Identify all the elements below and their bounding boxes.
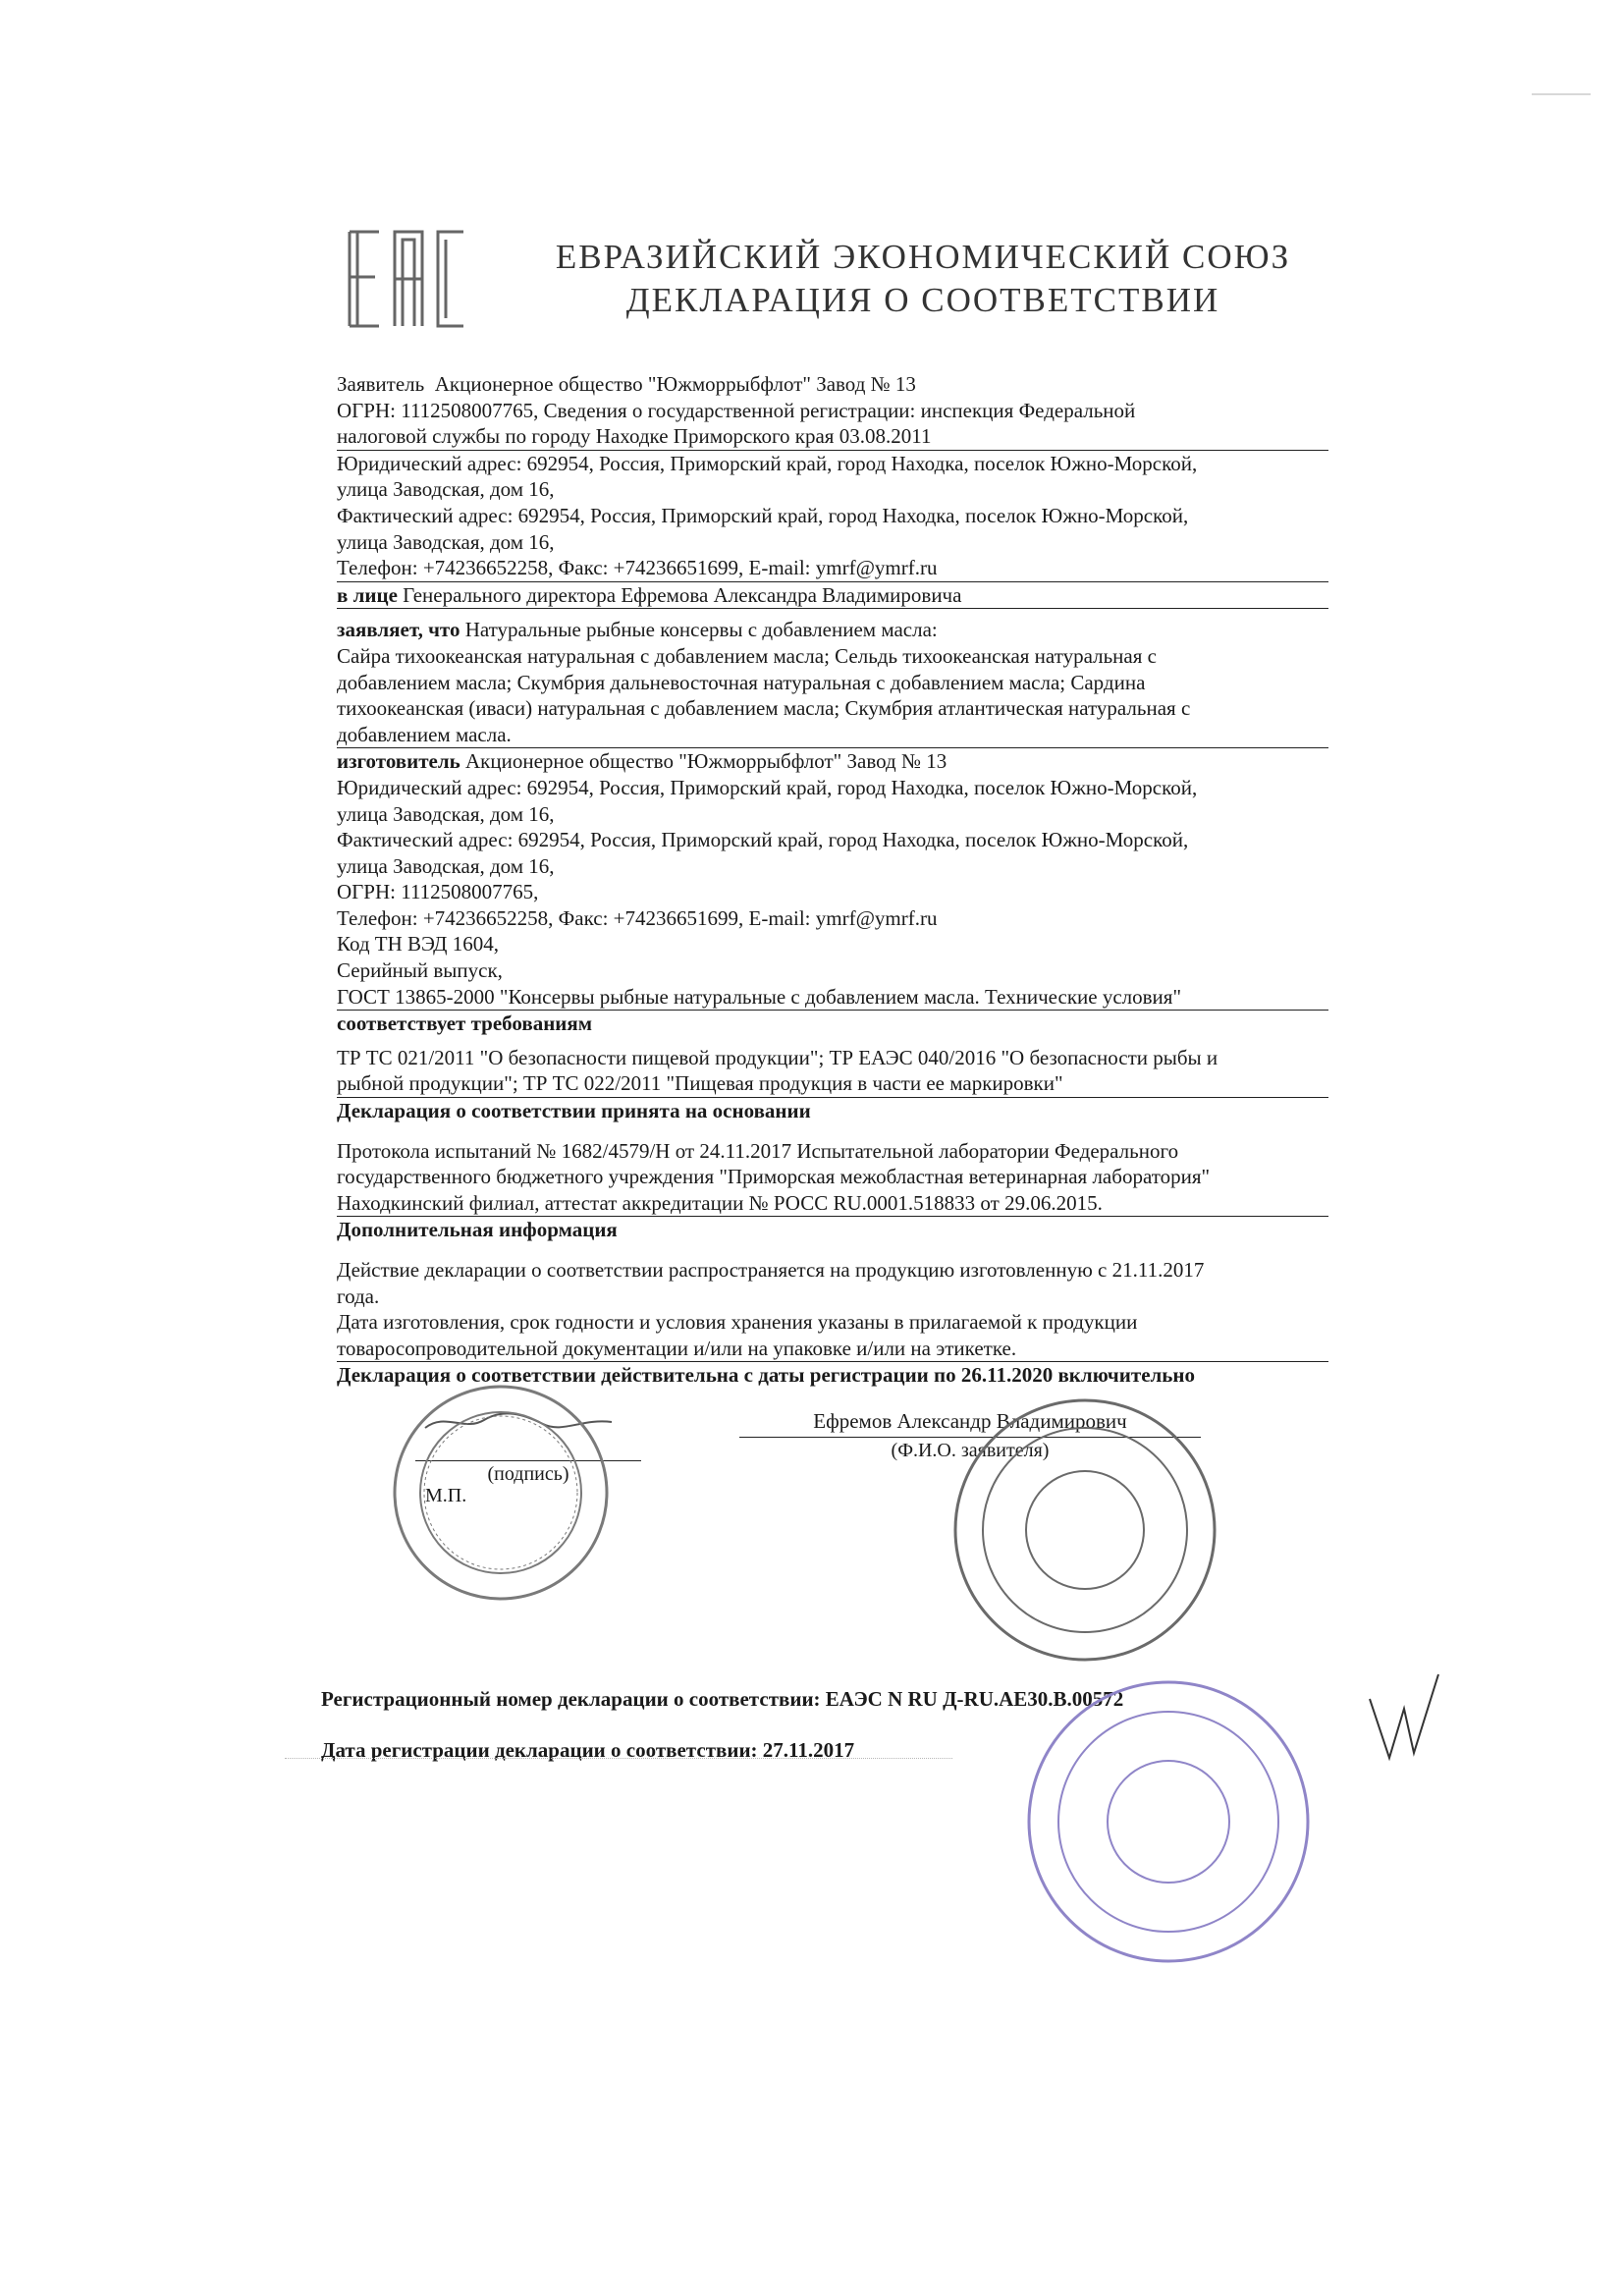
regulation-line: ТР ТС 021/2011 "О безопасности пищевой продукции"; ТР ЕАЭС 040/2016 "О безопасности рыбы и	[337, 1045, 1218, 1069]
applicant-detail: Фактический адрес: 692954, Россия, Приморский край, город Находка, поселок Южно-Морской,	[337, 503, 1189, 527]
documents-stamp-right	[947, 1393, 1222, 1667]
applicant-detail: улица Заводская, дом 16,	[337, 529, 555, 554]
additional-line: года.	[337, 1284, 380, 1308]
represented-line	[337, 582, 1328, 610]
additional-label: Дополнительная информация	[337, 1218, 618, 1242]
applicant-detail: ОГРН: 1112508007765, Сведения о государственной регистрации: инспекция Федеральной	[337, 398, 1136, 422]
basis-line: Протокола испытаний № 1682/4579/Н от 24.11.2017 Испытательной лаборатории Федерального	[337, 1138, 1179, 1163]
declares-line	[337, 617, 1328, 643]
basis-label: Декларация о соответствии принята на основании	[337, 1099, 811, 1123]
manufacturer-label: изготовитель	[337, 749, 460, 774]
conforms-label: соответствует требованиям	[337, 1011, 593, 1036]
represented-label: в лице	[337, 582, 398, 607]
applicant-line	[337, 371, 1328, 398]
additional-line: Дата изготовления, срок годности и условия хранения указаны в прилагаемой к продукции	[337, 1310, 1138, 1335]
document-header	[550, 236, 1296, 322]
applicant-detail: улица Заводская, дом 16,	[337, 477, 555, 502]
product-line: Сайра тихоокеанская натуральная с добавлением масла; Сельдь тихоокеанская натуральная с	[337, 643, 1157, 668]
regulation-line: рыбной продукции"; ТР ТС 022/2011 "Пищевая продукция в части ее маркировки"	[337, 1070, 1328, 1098]
product-line: добавлением масла.	[337, 722, 1328, 749]
manufacturer-detail: улица Заводская, дом 16,	[337, 853, 555, 878]
manufacturer-name: Акционерное общество "Южморрыбфлот" Завод № 13	[465, 749, 947, 774]
manufacturer-detail: Телефон: +74236652258, Факс: +74236651699, E-mail: ymrf@ymrf.ru	[337, 905, 938, 930]
product-line: добавлением масла; Скумбрия дальневосточная натуральная с добавлением масла; Сардина	[337, 670, 1146, 694]
declaration-body	[337, 371, 1328, 1526]
company-stamp-left	[388, 1380, 614, 1606]
signer-name: Ефремов Александр Владимирович	[739, 1408, 1201, 1438]
registration-number: Регистрационный номер декларации о соответствии: ЕАЭС N RU Д-RU.АЕ30.В.00572	[321, 1687, 1124, 1711]
applicant-name: Акционерное общество "Южморрыбфлот" Завод № 13	[434, 372, 916, 396]
additional-line: товаросопроводительной документации и/или на упаковке и/или на этикетке.	[337, 1336, 1328, 1363]
basis-line: Находкинский филиал, аттестат аккредитации № РОСС RU.0001.518833 от 29.06.2015.	[337, 1190, 1328, 1218]
manufacturer-detail: ОГРН: 1112508007765,	[337, 880, 539, 904]
scan-artifact	[285, 1758, 952, 1761]
basis-line: государственного бюджетного учреждения "Приморская межобластная ветеринарная лаборатория"	[337, 1165, 1211, 1189]
product-line: тихоокеанская (иваси) натуральная с добавлением масла; Скумбрия атлантическая натуральная с	[337, 696, 1191, 721]
declaration-title: ДЕКЛАРАЦИЯ О СООТВЕТСТВИИ	[625, 281, 1220, 319]
scan-artifact	[1532, 93, 1591, 95]
manufacturer-line	[337, 748, 1328, 775]
union-title: ЕВРАЗИЙСКИЙ ЭКОНОМИЧЕСКИЙ СОЮЗ	[555, 238, 1291, 276]
declares-first: Натуральные рыбные консервы с добавлением масла:	[464, 618, 938, 642]
eac-logo	[346, 228, 469, 330]
additional-line: Действие декларации о соответствии распространяется на продукцию изготовленную с 21.11.2017	[337, 1258, 1205, 1282]
validity-line: Декларация о соответствии действительна с даты регистрации по 26.11.2020 включительно	[337, 1363, 1196, 1388]
rassvet-stamp	[1021, 1674, 1316, 1969]
stamp-place-label: М.П.	[425, 1484, 467, 1506]
manufacturer-detail: Код ТН ВЭД 1604,	[337, 932, 499, 957]
signer-caption: (Ф.И.О. заявителя)	[891, 1439, 1050, 1461]
manufacturer-detail: улица Заводская, дом 16,	[337, 801, 555, 826]
applicant-detail: Телефон: +74236652258, Факс: +74236651699, E-mail: ymrf@ymrf.ru	[337, 555, 1328, 582]
manufacturer-detail: Фактический адрес: 692954, Россия, Приморский край, город Находка, поселок Южно-Морской,	[337, 828, 1189, 852]
applicant-detail: налоговой службы по городу Находке Приморского края 03.08.2011	[337, 423, 1328, 451]
handwritten-mark	[1360, 1669, 1448, 1768]
standard-line: ГОСТ 13865-2000 "Консервы рыбные натуральные с добавлением масла. Технические условия"	[337, 984, 1328, 1011]
represented-by: Генерального директора Ефремова Александра Владимировича	[403, 582, 962, 607]
manufacturer-detail: Серийный выпуск,	[337, 958, 503, 983]
applicant-label: Заявитель	[337, 372, 425, 396]
registration-date: Дата регистрации декларации о соответствии: 27.11.2017	[321, 1738, 855, 1762]
applicant-detail: Юридический адрес: 692954, Россия, Приморский край, город Находка, поселок Южно-Морской,	[337, 451, 1198, 475]
manufacturer-detail: Юридический адрес: 692954, Россия, Приморский край, город Находка, поселок Южно-Морской,	[337, 775, 1198, 799]
signature-caption: (подпись)	[487, 1462, 569, 1485]
declares-label: заявляет, что	[337, 618, 460, 642]
